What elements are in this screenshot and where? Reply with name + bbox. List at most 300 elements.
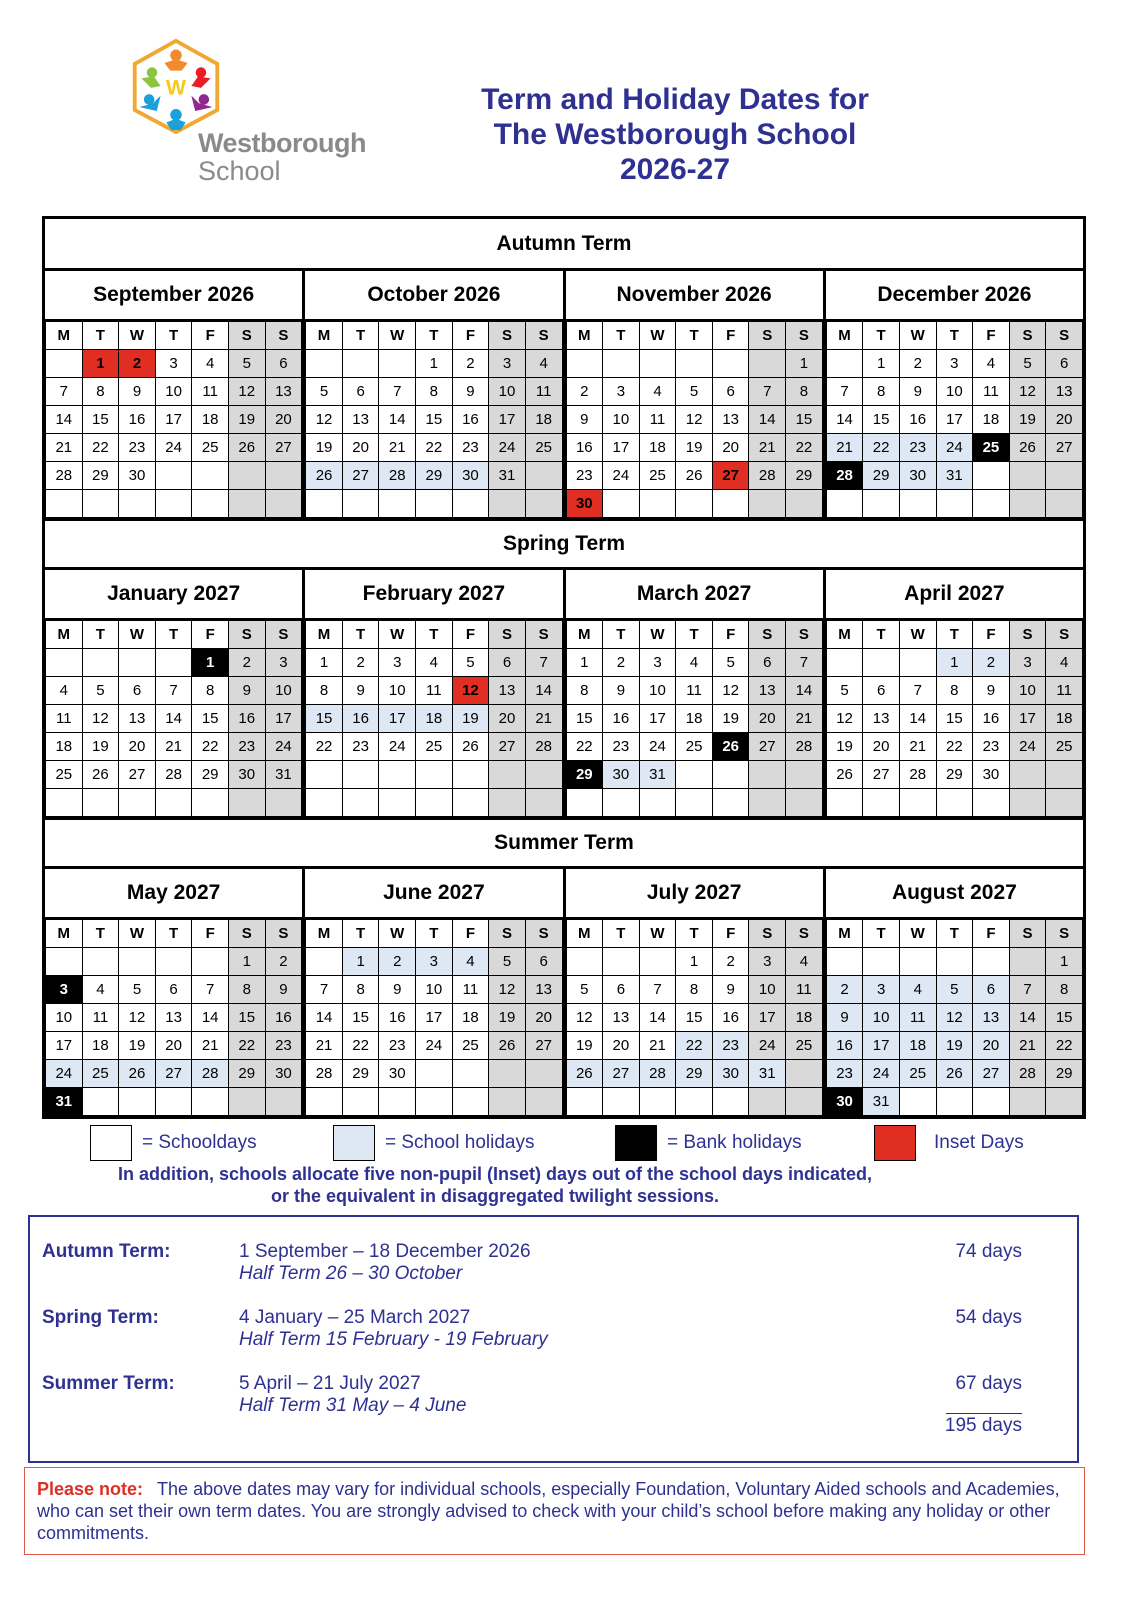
empty-day-cell: [82, 789, 119, 817]
day-of-week-header: W: [379, 920, 416, 948]
summary-term-days: 54 days: [955, 1307, 1022, 1328]
day-cell: 8: [82, 378, 119, 406]
day-cell: 25: [639, 462, 676, 490]
day-of-week-header: S: [749, 920, 786, 948]
day-cell: 15: [566, 705, 603, 733]
empty-day-cell: [676, 350, 713, 378]
day-cell: 28: [899, 761, 936, 789]
day-cell: 19: [489, 1004, 526, 1032]
day-cell: 7: [155, 677, 192, 705]
day-cell: 25: [416, 733, 453, 761]
day-cell: 16: [712, 1004, 749, 1032]
empty-day-cell: [639, 350, 676, 378]
day-of-week-header: T: [936, 920, 973, 948]
day-cell: 21: [46, 434, 83, 462]
empty-day-cell: [265, 462, 302, 490]
day-cell: 13: [749, 677, 786, 705]
day-of-week-header: T: [342, 322, 379, 350]
day-cell: 14: [379, 406, 416, 434]
day-cell: 14: [1009, 1004, 1046, 1032]
day-cell: 10: [155, 378, 192, 406]
day-cell: 6: [863, 677, 900, 705]
day-cell: 31: [265, 761, 302, 789]
empty-day-cell: [603, 789, 640, 817]
day-cell: 25: [786, 1032, 823, 1060]
title-line-1: Term and Holiday Dates for: [481, 83, 869, 116]
day-cell: 17: [863, 1032, 900, 1060]
day-cell: 1: [676, 948, 713, 976]
empty-day-cell: [1009, 761, 1046, 789]
day-cell: 10: [379, 677, 416, 705]
day-cell: 13: [973, 1004, 1010, 1032]
day-cell: 11: [416, 677, 453, 705]
day-cell: 22: [676, 1032, 713, 1060]
day-cell: 6: [973, 976, 1010, 1004]
inset-note: [90, 1163, 900, 1207]
day-cell: 2: [119, 350, 156, 378]
day-cell: 13: [603, 1004, 640, 1032]
empty-day-cell: [566, 948, 603, 976]
empty-day-cell: [452, 761, 489, 789]
day-of-week-header: W: [899, 322, 936, 350]
day-cell: 19: [676, 434, 713, 462]
day-of-week-header: M: [306, 621, 343, 649]
day-cell: 12: [676, 406, 713, 434]
day-cell: 29: [566, 761, 603, 789]
day-cell: 19: [452, 705, 489, 733]
empty-day-cell: [228, 462, 265, 490]
month-name: June 2027: [305, 869, 562, 919]
day-of-week-header: F: [712, 621, 749, 649]
empty-day-cell: [489, 1060, 526, 1088]
please-note-box: [24, 1467, 1085, 1555]
empty-day-cell: [603, 1088, 640, 1116]
day-cell: 26: [452, 733, 489, 761]
month-calendar: [563, 570, 823, 817]
empty-day-cell: [306, 948, 343, 976]
empty-day-cell: [1009, 789, 1046, 817]
day-cell: 27: [119, 761, 156, 789]
day-cell: 24: [639, 733, 676, 761]
day-cell: 30: [265, 1060, 302, 1088]
day-cell: 18: [676, 705, 713, 733]
empty-day-cell: [119, 948, 156, 976]
day-cell: 24: [489, 434, 526, 462]
day-cell: 5: [712, 649, 749, 677]
empty-day-cell: [525, 462, 562, 490]
day-cell: 21: [639, 1032, 676, 1060]
summary-term-dates: 1 September – 18 December 2026: [239, 1241, 531, 1262]
day-cell: 17: [379, 705, 416, 733]
day-of-week-header: T: [863, 920, 900, 948]
day-cell: 7: [749, 378, 786, 406]
day-cell: 29: [786, 462, 823, 490]
empty-day-cell: [973, 948, 1010, 976]
day-cell: 27: [603, 1060, 640, 1088]
empty-day-cell: [525, 1060, 562, 1088]
empty-day-cell: [603, 948, 640, 976]
day-of-week-header: F: [192, 621, 229, 649]
day-cell: 30: [826, 1088, 863, 1116]
empty-day-cell: [639, 1088, 676, 1116]
day-cell: 16: [265, 1004, 302, 1032]
day-cell: 25: [676, 733, 713, 761]
day-of-week-header: W: [899, 920, 936, 948]
day-cell: 11: [899, 1004, 936, 1032]
day-cell: 15: [676, 1004, 713, 1032]
day-cell: 28: [786, 733, 823, 761]
day-cell: 3: [863, 976, 900, 1004]
day-of-week-header: T: [863, 322, 900, 350]
day-cell: 9: [566, 406, 603, 434]
day-cell: 28: [379, 462, 416, 490]
day-cell: 26: [82, 761, 119, 789]
month-grid: [826, 620, 1083, 817]
empty-day-cell: [379, 350, 416, 378]
empty-day-cell: [826, 948, 863, 976]
day-cell: 28: [192, 1060, 229, 1088]
day-cell: 17: [46, 1032, 83, 1060]
day-cell: 4: [525, 350, 562, 378]
empty-day-cell: [899, 649, 936, 677]
day-cell: 4: [899, 976, 936, 1004]
day-cell: 10: [639, 677, 676, 705]
day-cell: 13: [525, 976, 562, 1004]
day-cell: 21: [155, 733, 192, 761]
legend: [0, 1125, 1121, 1165]
months-row: [45, 271, 1083, 518]
day-cell: 23: [265, 1032, 302, 1060]
inset-days-swatch: [874, 1125, 916, 1161]
day-cell: 22: [863, 434, 900, 462]
day-cell: 8: [1046, 976, 1083, 1004]
empty-day-cell: [786, 761, 823, 789]
day-cell: 16: [826, 1032, 863, 1060]
empty-day-cell: [416, 1088, 453, 1116]
day-cell: 15: [786, 406, 823, 434]
day-cell: 12: [228, 378, 265, 406]
empty-day-cell: [1009, 462, 1046, 490]
month-grid: [45, 919, 302, 1116]
day-of-week-header: F: [712, 920, 749, 948]
empty-day-cell: [1009, 1088, 1046, 1116]
month-name: January 2027: [45, 570, 302, 620]
month-calendar: [823, 271, 1083, 518]
day-cell: 11: [452, 976, 489, 1004]
day-of-week-header: M: [826, 322, 863, 350]
day-of-week-header: W: [119, 322, 156, 350]
empty-day-cell: [155, 649, 192, 677]
empty-day-cell: [749, 789, 786, 817]
day-of-week-header: M: [826, 621, 863, 649]
month-name: July 2027: [566, 869, 823, 919]
legend-school-holidays: [333, 1125, 534, 1161]
day-cell: 27: [265, 434, 302, 462]
day-cell: 31: [639, 761, 676, 789]
day-cell: 29: [676, 1060, 713, 1088]
empty-day-cell: [265, 789, 302, 817]
day-cell: 16: [603, 705, 640, 733]
day-cell: 4: [639, 378, 676, 406]
day-cell: 17: [265, 705, 302, 733]
day-cell: 9: [973, 677, 1010, 705]
day-of-week-header: F: [452, 920, 489, 948]
day-cell: 27: [342, 462, 379, 490]
day-cell: 19: [119, 1032, 156, 1060]
day-cell: 2: [379, 948, 416, 976]
empty-day-cell: [749, 761, 786, 789]
day-cell: 18: [416, 705, 453, 733]
day-cell: 9: [228, 677, 265, 705]
day-of-week-header: M: [826, 920, 863, 948]
day-of-week-header: F: [192, 920, 229, 948]
day-cell: 12: [452, 677, 489, 705]
day-cell: 9: [379, 976, 416, 1004]
day-cell: 2: [566, 378, 603, 406]
day-cell: 28: [46, 462, 83, 490]
month-grid: [566, 321, 823, 518]
day-cell: 14: [306, 1004, 343, 1032]
day-cell: 24: [265, 733, 302, 761]
day-of-week-header: S: [1009, 322, 1046, 350]
day-of-week-header: T: [603, 322, 640, 350]
day-cell: 10: [489, 378, 526, 406]
empty-day-cell: [342, 761, 379, 789]
day-of-week-header: W: [119, 621, 156, 649]
day-cell: 2: [452, 350, 489, 378]
empty-day-cell: [899, 490, 936, 518]
day-cell: 23: [566, 462, 603, 490]
empty-day-cell: [712, 761, 749, 789]
day-cell: 30: [899, 462, 936, 490]
day-of-week-header: M: [46, 920, 83, 948]
day-of-week-header: F: [973, 322, 1010, 350]
day-cell: 7: [192, 976, 229, 1004]
day-of-week-header: S: [1009, 920, 1046, 948]
empty-day-cell: [46, 649, 83, 677]
day-cell: 11: [676, 677, 713, 705]
day-cell: 25: [192, 434, 229, 462]
empty-day-cell: [46, 789, 83, 817]
empty-day-cell: [416, 761, 453, 789]
day-cell: 16: [342, 705, 379, 733]
day-cell: 5: [119, 976, 156, 1004]
day-cell: 15: [863, 406, 900, 434]
empty-day-cell: [973, 789, 1010, 817]
summary-term-days: 74 days: [955, 1241, 1022, 1262]
month-name: November 2026: [566, 271, 823, 321]
day-cell: 13: [265, 378, 302, 406]
day-cell: 9: [826, 1004, 863, 1032]
day-cell: 18: [452, 1004, 489, 1032]
day-of-week-header: M: [46, 322, 83, 350]
day-cell: 23: [603, 733, 640, 761]
empty-day-cell: [566, 789, 603, 817]
day-cell: 3: [379, 649, 416, 677]
title-line-3: 2026-27: [619, 153, 731, 186]
empty-day-cell: [46, 948, 83, 976]
day-cell: 31: [489, 462, 526, 490]
day-cell: 23: [379, 1032, 416, 1060]
day-of-week-header: S: [265, 322, 302, 350]
logo-hexagon-icon: [128, 36, 224, 136]
day-cell: 7: [899, 677, 936, 705]
empty-day-cell: [639, 948, 676, 976]
day-cell: 3: [1009, 649, 1046, 677]
summary-term-days: 67 days: [955, 1373, 1022, 1394]
day-cell: 22: [306, 733, 343, 761]
day-cell: 19: [82, 733, 119, 761]
day-of-week-header: T: [416, 920, 453, 948]
day-of-week-header: T: [82, 920, 119, 948]
day-cell: 4: [82, 976, 119, 1004]
day-cell: 18: [786, 1004, 823, 1032]
svg-text:W: W: [166, 76, 186, 100]
month-grid: [305, 321, 562, 518]
day-of-week-header: T: [416, 621, 453, 649]
empty-day-cell: [452, 1060, 489, 1088]
empty-day-cell: [1009, 948, 1046, 976]
day-cell: 4: [46, 677, 83, 705]
day-cell: 1: [306, 649, 343, 677]
day-cell: 6: [1046, 350, 1083, 378]
empty-day-cell: [676, 789, 713, 817]
day-of-week-header: S: [228, 920, 265, 948]
empty-day-cell: [863, 490, 900, 518]
day-cell: 27: [1046, 434, 1083, 462]
empty-day-cell: [119, 649, 156, 677]
empty-day-cell: [786, 490, 823, 518]
day-of-week-header: S: [228, 322, 265, 350]
day-cell: 21: [379, 434, 416, 462]
day-cell: 27: [525, 1032, 562, 1060]
bank-holidays-swatch: [615, 1125, 657, 1161]
empty-day-cell: [192, 789, 229, 817]
empty-day-cell: [82, 490, 119, 518]
day-of-week-header: S: [1046, 621, 1083, 649]
day-cell: 4: [973, 350, 1010, 378]
empty-day-cell: [489, 490, 526, 518]
day-cell: 20: [265, 406, 302, 434]
legend-bank-holidays-label: = Bank holidays: [667, 1132, 802, 1153]
day-cell: 15: [228, 1004, 265, 1032]
empty-day-cell: [603, 350, 640, 378]
day-cell: 7: [525, 649, 562, 677]
day-cell: 14: [155, 705, 192, 733]
month-calendar: [823, 570, 1083, 817]
empty-day-cell: [749, 490, 786, 518]
day-of-week-header: S: [749, 621, 786, 649]
month-grid: [566, 919, 823, 1116]
term-summary: [28, 1215, 1079, 1463]
empty-day-cell: [342, 490, 379, 518]
empty-day-cell: [525, 789, 562, 817]
day-cell: 28: [749, 462, 786, 490]
day-cell: 22: [936, 733, 973, 761]
day-cell: 2: [712, 948, 749, 976]
day-of-week-header: T: [82, 621, 119, 649]
day-cell: 5: [676, 378, 713, 406]
day-cell: 8: [228, 976, 265, 1004]
months-row: [45, 570, 1083, 817]
day-cell: 29: [1046, 1060, 1083, 1088]
empty-day-cell: [228, 1088, 265, 1116]
day-cell: 20: [749, 705, 786, 733]
schooldays-swatch: [90, 1125, 132, 1161]
day-cell: 3: [936, 350, 973, 378]
day-cell: 31: [936, 462, 973, 490]
empty-day-cell: [1046, 490, 1083, 518]
day-cell: 17: [489, 406, 526, 434]
day-cell: 21: [786, 705, 823, 733]
day-cell: 30: [566, 490, 603, 518]
day-cell: 30: [379, 1060, 416, 1088]
month-grid: [826, 919, 1083, 1116]
day-cell: 12: [82, 705, 119, 733]
empty-day-cell: [452, 789, 489, 817]
day-cell: 11: [973, 378, 1010, 406]
month-calendar: [45, 570, 302, 817]
empty-day-cell: [265, 1088, 302, 1116]
day-cell: 15: [342, 1004, 379, 1032]
day-cell: 8: [936, 677, 973, 705]
empty-day-cell: [603, 490, 640, 518]
day-cell: 29: [863, 462, 900, 490]
day-cell: 20: [342, 434, 379, 462]
summary-total-days: 195 days: [944, 1415, 1022, 1436]
day-cell: 8: [416, 378, 453, 406]
day-cell: 26: [826, 761, 863, 789]
empty-day-cell: [192, 462, 229, 490]
empty-day-cell: [973, 1088, 1010, 1116]
empty-day-cell: [119, 1088, 156, 1116]
term-block: [45, 518, 1083, 817]
empty-day-cell: [489, 1088, 526, 1116]
day-cell: 30: [603, 761, 640, 789]
day-cell: 30: [973, 761, 1010, 789]
empty-day-cell: [566, 1088, 603, 1116]
day-of-week-header: T: [155, 621, 192, 649]
empty-day-cell: [525, 490, 562, 518]
legend-bank-holidays: [615, 1125, 802, 1161]
day-of-week-header: S: [786, 621, 823, 649]
day-cell: 15: [936, 705, 973, 733]
day-cell: 13: [155, 1004, 192, 1032]
day-cell: 28: [525, 733, 562, 761]
empty-day-cell: [342, 1088, 379, 1116]
day-cell: 2: [826, 976, 863, 1004]
day-cell: 16: [566, 434, 603, 462]
day-cell: 29: [82, 462, 119, 490]
day-cell: 4: [1046, 649, 1083, 677]
day-cell: 10: [265, 677, 302, 705]
day-cell: 19: [826, 733, 863, 761]
day-cell: 25: [82, 1060, 119, 1088]
day-cell: 14: [826, 406, 863, 434]
day-of-week-header: W: [639, 621, 676, 649]
day-cell: 31: [46, 1088, 83, 1116]
day-cell: 22: [228, 1032, 265, 1060]
day-cell: 18: [525, 406, 562, 434]
empty-day-cell: [82, 649, 119, 677]
day-cell: 23: [119, 434, 156, 462]
day-cell: 24: [936, 434, 973, 462]
day-cell: 27: [863, 761, 900, 789]
day-cell: 17: [639, 705, 676, 733]
day-cell: 14: [899, 705, 936, 733]
day-of-week-header: M: [566, 621, 603, 649]
day-of-week-header: S: [1046, 920, 1083, 948]
